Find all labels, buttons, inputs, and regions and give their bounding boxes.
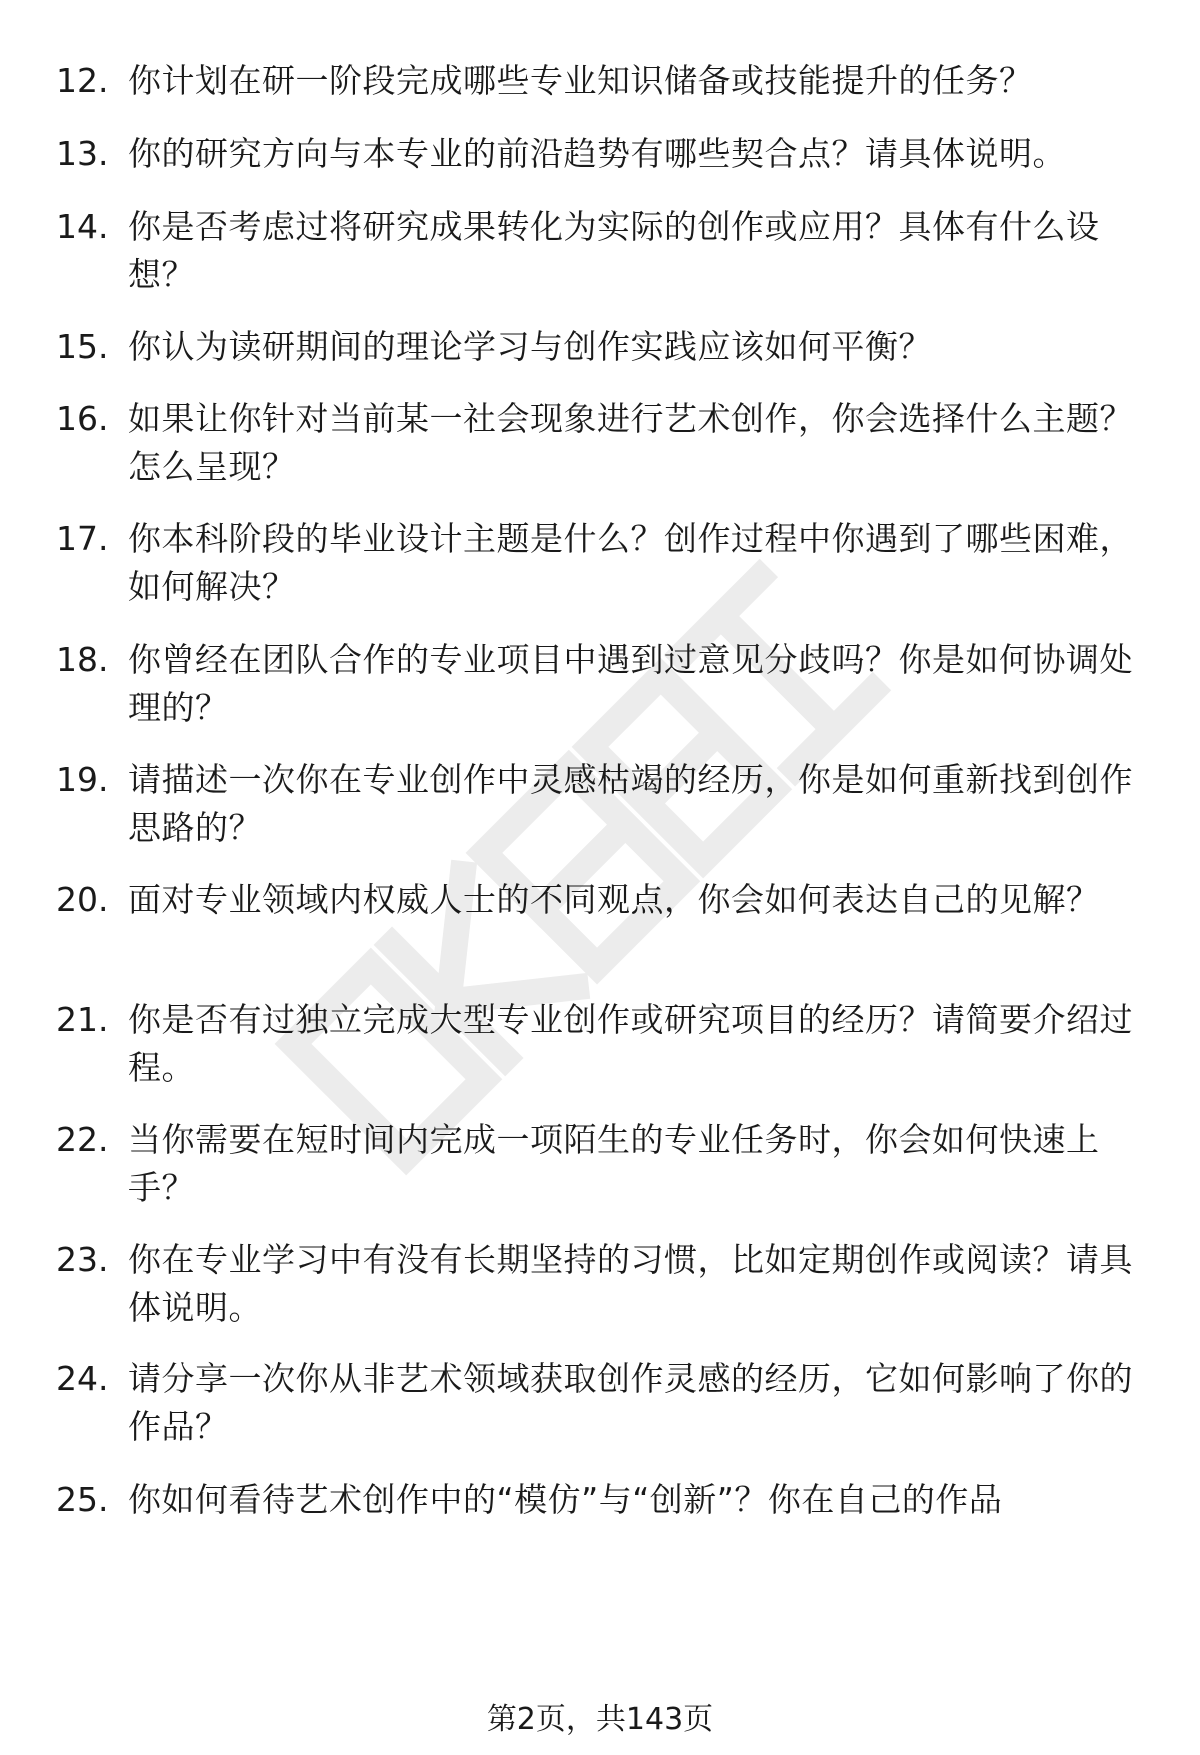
question-text: 当你需要在短时间内完成一项陌生的专业任务时，你会如何快速上手？ [128, 1120, 1100, 1207]
question-text: 你是否有过独立完成大型专业创作或研究项目的经历？请简要介绍过程。 [128, 1000, 1133, 1087]
question-text: 你本科阶段的毕业设计主题是什么？创作过程中你遇到了哪些困难，如何解决？ [128, 519, 1133, 606]
question-text: 如果让你针对当前某一社会现象进行艺术创作，你会选择什么主题？怎么呈现？ [128, 399, 1133, 486]
question-text: 面对专业领域内权威人士的不同观点，你会如何表达自己的见解？ [128, 880, 1100, 919]
question-number: 20. [56, 880, 109, 919]
question-text: 请描述一次你在专业创作中灵感枯竭的经历，你是如何重新找到创作思路的？ [128, 760, 1133, 847]
question-number: 15. [56, 327, 109, 366]
question-number: 25. [56, 1480, 109, 1519]
question-number: 23. [56, 1240, 109, 1279]
page-footer [0, 1700, 1200, 1740]
question-number: 21. [56, 1000, 109, 1039]
question-text: 你曾经在团队合作的专业项目中遇到过意见分歧吗？你是如何协调处理的？ [128, 640, 1133, 727]
question-number: 14. [56, 207, 109, 246]
question-number: 12. [56, 61, 109, 100]
question-number: 16. [56, 399, 109, 438]
question-number: 24. [56, 1359, 109, 1398]
question-number: 18. [56, 640, 109, 679]
question-text: 你在专业学习中有没有长期坚持的习惯，比如定期创作或阅读？请具体说明。 [128, 1240, 1133, 1327]
page-number-label: 第2页，共143页 [486, 1702, 714, 1737]
question-number: 17. [56, 519, 109, 558]
question-number: 22. [56, 1120, 109, 1159]
question-text: 你是否考虑过将研究成果转化为实际的创作或应用？具体有什么设想？ [128, 207, 1100, 294]
question-text: 你如何看待艺术创作中的“模仿”与“创新”？你在自己的作品 [128, 1480, 1003, 1519]
question-number: 13. [56, 134, 109, 173]
question-number: 19. [56, 760, 109, 799]
question-text: 你认为读研期间的理论学习与创作实践应该如何平衡？ [128, 327, 932, 366]
question-text: 请分享一次你从非艺术领域获取创作灵感的经历，它如何影响了你的作品？ [128, 1359, 1133, 1446]
question-text: 你的研究方向与本专业的前沿趋势有哪些契合点？请具体说明。 [128, 134, 1066, 173]
question-text: 你计划在研一阶段完成哪些专业知识储备或技能提升的任务？ [128, 61, 1033, 100]
